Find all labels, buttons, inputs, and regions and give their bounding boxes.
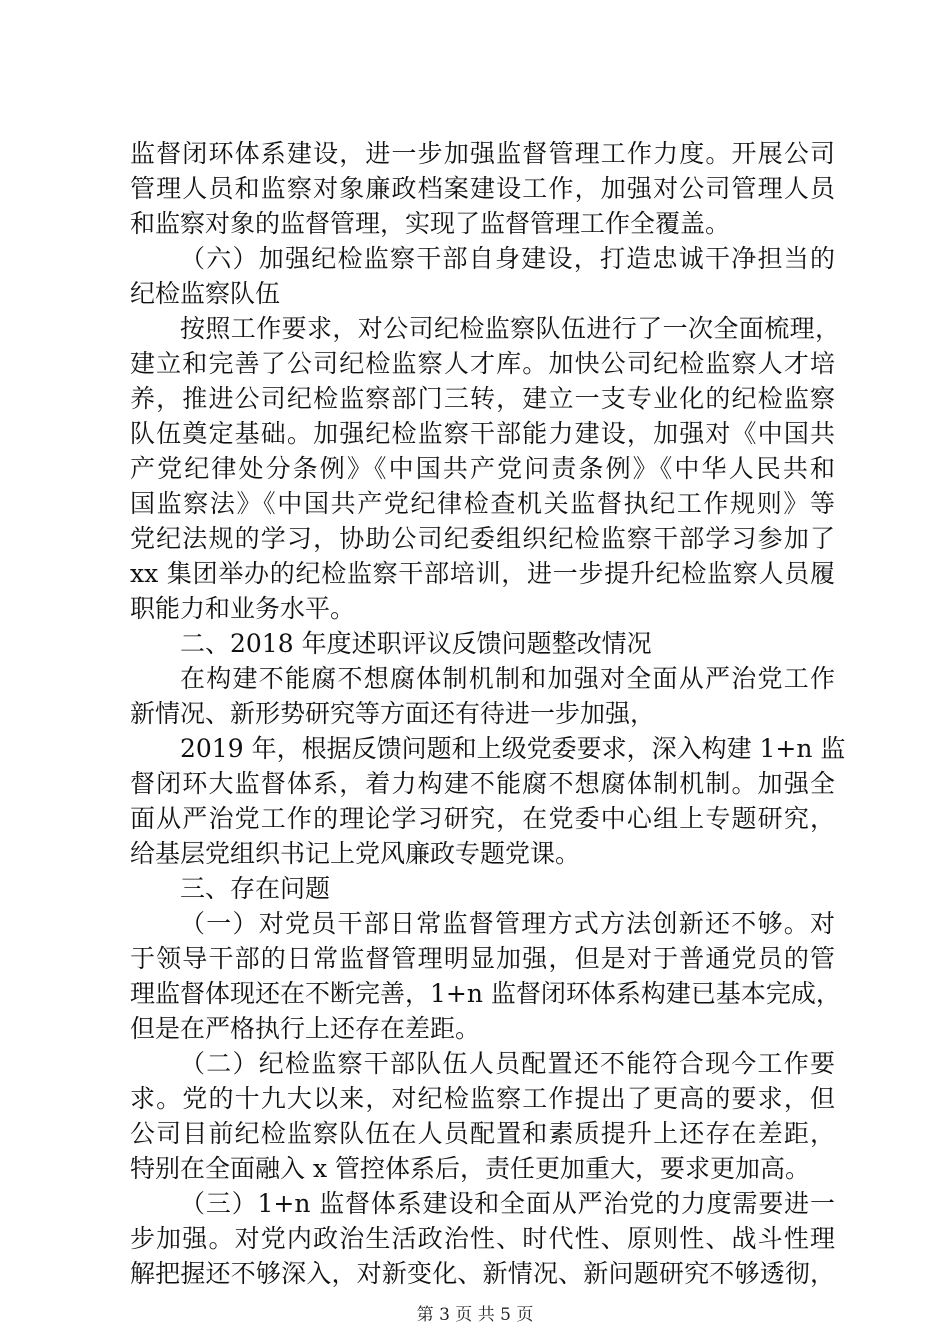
text-line: 于领导干部的日常监督管理明显加强，但是对于普通党员的管	[130, 944, 835, 973]
text-line: 公司目前纪检监察队伍在人员配置和素质提升上还存在差距，	[130, 1119, 835, 1148]
text-line: 和监察对象的监督管理，实现了监督管理工作全覆盖。	[130, 209, 731, 238]
text-line: 按照工作要求，对公司纪检监察队伍进行了一次全面梳理，	[180, 314, 840, 343]
text-line: 养，推进公司纪检监察部门三转，建立一支专业化的纪检监察	[130, 384, 835, 413]
section-heading: 纪检监察队伍	[130, 279, 281, 308]
text-line: 特别在全面融入 x 管控体系后，责任更加重大，要求更加高。	[130, 1154, 810, 1183]
text-line: 步加强。对党内政治生活政治性、时代性、原则性、战斗性理	[130, 1224, 835, 1253]
text-line: （一）对党员干部日常监督管理方式方法创新还不够。对	[180, 909, 835, 938]
text-line: 产党纪律处分条例》《中国共产党问责条例》《中华人民共和	[130, 454, 835, 483]
text-line: 队伍奠定基础。加强纪检监察干部能力建设，加强对《中国共	[130, 419, 835, 448]
page-footer: 第 3 页 共 5 页	[416, 1305, 534, 1325]
section-heading: 三、存在问题	[180, 874, 331, 903]
section-heading: 二、2018 年度述职评议反馈问题整改情况	[180, 629, 652, 658]
text-line: xx 集团举办的纪检监察干部培训，进一步提升纪检监察人员履	[130, 559, 835, 588]
text-line: 督闭环大监督体系，着力构建不能腐不想腐体制机制。加强全	[130, 769, 835, 798]
text-line: 监督闭环体系建设，进一步加强监督管理工作力度。开展公司	[130, 139, 835, 168]
section-heading: （六）加强纪检监察干部自身建设，打造忠诚干净担当的	[180, 244, 835, 273]
text-line: 管理人员和监察对象廉政档案建设工作，加强对公司管理人员	[130, 174, 835, 203]
text-line: 国监察法》《中国共产党纪律检查机关监督执纪工作规则》等	[130, 489, 835, 518]
text-line: 解把握还不够深入，对新变化、新情况、新问题研究不够透彻，	[130, 1259, 835, 1288]
text-line: 理监督体现还在不断完善，1+n 监督闭环体系构建已基本完成，	[130, 979, 841, 1008]
text-line: 面从严治党工作的理论学习研究，在党委中心组上专题研究，	[130, 804, 835, 833]
text-line: 党纪法规的学习，协助公司纪委组织纪检监察干部学习参加了	[130, 524, 835, 553]
text-line: 建立和完善了公司纪检监察人才库。加快公司纪检监察人才培	[130, 349, 835, 378]
text-line: 新情况、新形势研究等方面还有待进一步加强，	[130, 699, 656, 728]
text-line: 求。党的十九大以来，对纪检监察工作提出了更高的要求，但	[130, 1084, 835, 1113]
text-line: 职能力和业务水平。	[130, 594, 356, 623]
text-line: 在构建不能腐不想腐体制机制和加强对全面从严治党工作	[180, 664, 835, 693]
text-line: （三）1+n 监督体系建设和全面从严治党的力度需要进一	[180, 1189, 835, 1218]
text-line: 给基层党组织书记上党风廉政专题党课。	[130, 839, 581, 868]
text-line: 但是在严格执行上还存在差距。	[130, 1014, 481, 1043]
text-line: 2019 年，根据反馈问题和上级党委要求，深入构建 1+n 监	[180, 734, 846, 763]
text-line: （二）纪检监察干部队伍人员配置还不能符合现今工作要	[180, 1049, 835, 1078]
